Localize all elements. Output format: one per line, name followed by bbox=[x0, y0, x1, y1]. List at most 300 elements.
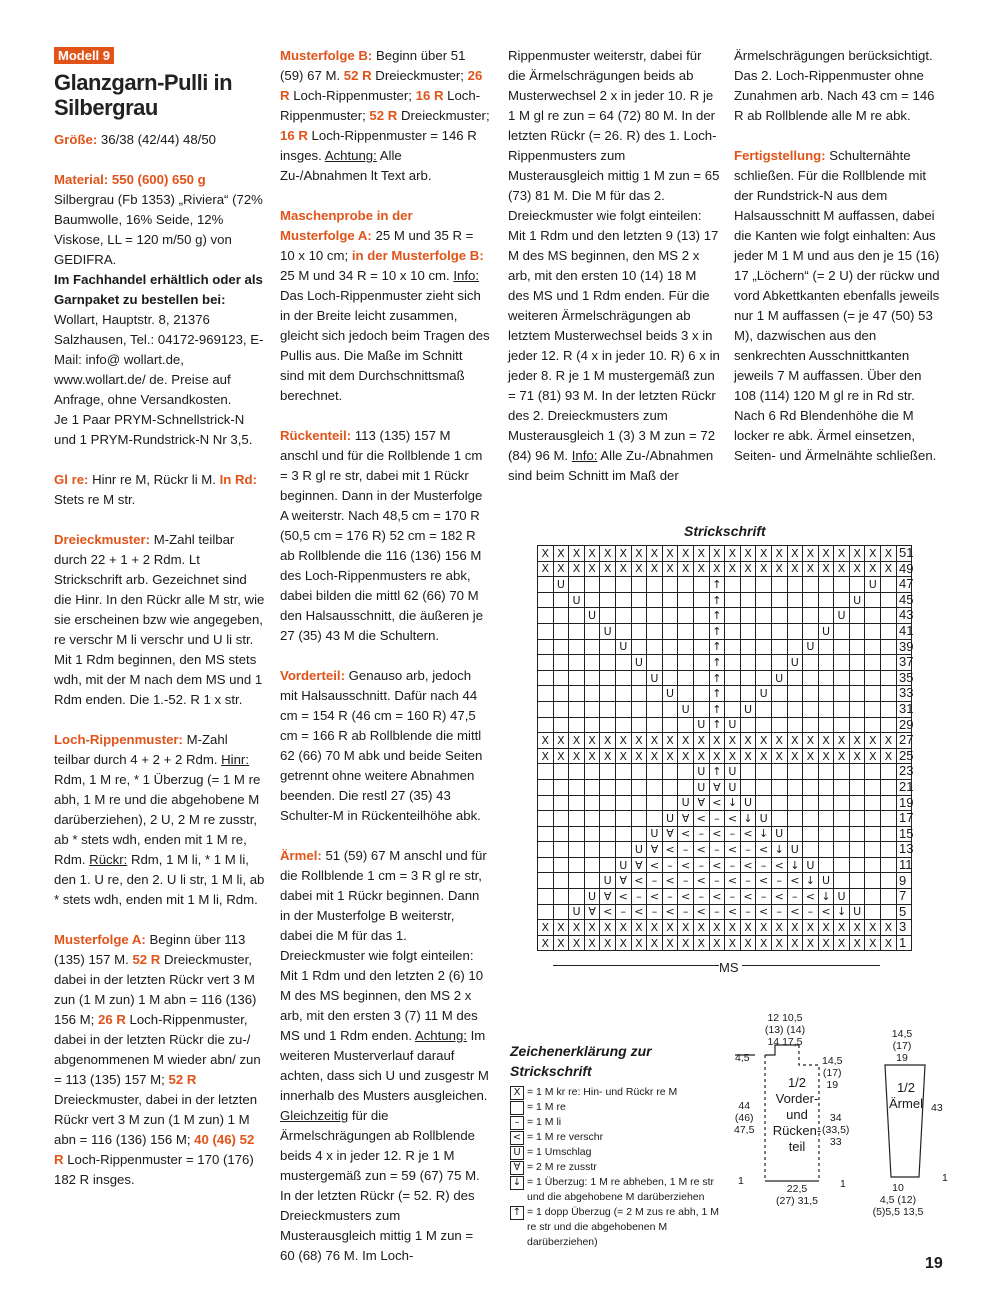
chart-cell bbox=[553, 795, 569, 811]
chart-cell bbox=[756, 779, 772, 795]
chart-cell: ↓ bbox=[725, 795, 741, 811]
chart-legend bbox=[510, 1041, 730, 1250]
legend-text: = 1 M kr re: Hin- und Rückr re M bbox=[527, 1086, 678, 1098]
chart-cell: < bbox=[647, 857, 663, 873]
chart-cell bbox=[787, 592, 803, 608]
chart-row bbox=[538, 717, 912, 733]
chart-cell bbox=[584, 842, 600, 858]
chart-cell bbox=[865, 670, 881, 686]
chart-cell: X bbox=[600, 920, 616, 936]
chart-cell bbox=[881, 873, 897, 889]
chart-cell: X bbox=[803, 748, 819, 764]
chart-cell: X bbox=[849, 920, 865, 936]
chart-cell: ↑ bbox=[709, 592, 725, 608]
chart-cell: U bbox=[631, 842, 647, 858]
chart-cell bbox=[725, 577, 741, 593]
chart-cell bbox=[553, 779, 569, 795]
chart-cell: U bbox=[615, 639, 631, 655]
chart-cell bbox=[865, 826, 881, 842]
chart-row-number: 43 bbox=[899, 607, 914, 623]
folgeB-text-5: Dreieckmuster; bbox=[397, 108, 490, 123]
chart-cell: < bbox=[662, 842, 678, 858]
chart-row bbox=[538, 826, 912, 842]
chart-cell bbox=[818, 842, 834, 858]
folgeA-text-3: Loch-Rippenmuster, dabei in der letzten Rückr die zu-/ abgenommenen M wieder abn/ zun = 113 (135) 157 M; bbox=[54, 1012, 261, 1087]
chart-cell bbox=[647, 592, 663, 608]
chart-cell: < bbox=[693, 811, 709, 827]
folgeB-rows-3: 16 R bbox=[415, 88, 444, 103]
chart-cell bbox=[584, 686, 600, 702]
chart-cell bbox=[849, 811, 865, 827]
chart-cell bbox=[615, 795, 631, 811]
chart-row bbox=[538, 701, 912, 717]
material-text: Silbergrau (Fb 1353) „Riviera“ (72% Baumwolle, 16% Seide, 12% Viskose, LL = 120 m/50 g) von GEDIFRA. bbox=[54, 192, 263, 267]
chart-cell: U bbox=[787, 655, 803, 671]
chart-cell bbox=[756, 670, 772, 686]
chart-cell bbox=[538, 701, 554, 717]
chart-cell bbox=[678, 608, 694, 624]
chart-row-number: 45 bbox=[899, 591, 914, 607]
chart-cell bbox=[538, 857, 554, 873]
chart-cell: – bbox=[693, 826, 709, 842]
legend-item bbox=[510, 1115, 730, 1130]
chart-cell bbox=[538, 873, 554, 889]
chart-cell: U bbox=[818, 623, 834, 639]
chart-cell: U bbox=[818, 873, 834, 889]
chart-cell bbox=[803, 686, 819, 702]
chart-cell bbox=[849, 577, 865, 593]
chart-cell bbox=[600, 577, 616, 593]
chart-cell bbox=[771, 655, 787, 671]
glre-label: Gl re: bbox=[54, 472, 89, 487]
chart-cell bbox=[553, 717, 569, 733]
chart-cell: ↑ bbox=[709, 701, 725, 717]
chart-cell bbox=[787, 686, 803, 702]
chart-cell: X bbox=[849, 733, 865, 749]
chart-cell: X bbox=[787, 733, 803, 749]
chart-cell: – bbox=[740, 842, 756, 858]
chart-cell: X bbox=[553, 733, 569, 749]
legend-text: = 1 M li bbox=[527, 1116, 562, 1128]
chart-cell: U bbox=[756, 811, 772, 827]
chart-cell bbox=[787, 764, 803, 780]
schnitt-ruecken: Rücken- bbox=[772, 1123, 822, 1138]
chart-cell: ∀ bbox=[600, 889, 616, 905]
folgeA-rows-4: 40 (46) 52 R bbox=[54, 1132, 255, 1167]
chart-cell: X bbox=[569, 935, 585, 951]
chart-cell bbox=[865, 592, 881, 608]
chart-row-number: 39 bbox=[899, 638, 914, 654]
chart-cell: – bbox=[709, 842, 725, 858]
chart-cell bbox=[865, 764, 881, 780]
chart-cell bbox=[787, 811, 803, 827]
chart-cell bbox=[725, 670, 741, 686]
chart-cell bbox=[538, 686, 554, 702]
chart-cell bbox=[662, 639, 678, 655]
chart-cell bbox=[849, 826, 865, 842]
chart-cell: X bbox=[740, 546, 756, 562]
chart-cell: < bbox=[756, 842, 772, 858]
chart-cell bbox=[693, 701, 709, 717]
chart-cell bbox=[615, 655, 631, 671]
chart-cell: – bbox=[709, 873, 725, 889]
chart-cell bbox=[818, 701, 834, 717]
chart-cell: ∀ bbox=[662, 826, 678, 842]
chart-cell bbox=[631, 577, 647, 593]
aermel-paragraph bbox=[280, 846, 490, 1266]
chart-cell bbox=[834, 873, 850, 889]
col3-text-1: Rippenmuster weiterstr, dabei für die Ärmelschrägungen beids ab Musterwechsel 2 x in jeder 10. R je 1 M gl re zun = 64 (72) 80 M. In der letzten Rückr (= 26. R) des 1. Loch-Rippenmusters zum Musterausgleich mittig 1 M zun = 65 (73) 81 M. Die M für das 2. Dreieckmuster wie folgt einteilen: Mit 1 Rdm und den letzten 9 (13) 17 M des MS beginnen, den MS 2 x arb, mit den ersten 10 (14) 18 M des MS und 1 Rdm enden. Für die weiteren Ärmelschrägungen ab letztem Musterwechsel beids 3 x in jeder 12. R (4 x in jeder 10. R) 6 x in jeder 8. R je 1 M mustergemäß zun = 71 (81) 93 M. In der letzten Rückr des 2. Dreieckmusters zum Musterausgleich 1 (3) 3 M zun = 72 (84) 96 M. bbox=[508, 48, 720, 463]
chart-cell bbox=[553, 826, 569, 842]
chart-cell: – bbox=[678, 842, 694, 858]
chart-cell bbox=[647, 795, 663, 811]
chart-cell bbox=[553, 904, 569, 920]
chart-cell bbox=[740, 779, 756, 795]
chart-cell: X bbox=[709, 748, 725, 764]
chart-cell bbox=[834, 842, 850, 858]
chart-cell bbox=[865, 717, 881, 733]
chart-cell bbox=[693, 655, 709, 671]
legend-items bbox=[510, 1085, 730, 1250]
legend-symbol-icon: – bbox=[510, 1116, 524, 1130]
column-3 bbox=[508, 46, 720, 506]
chart-cell: X bbox=[865, 935, 881, 951]
chart-cell: X bbox=[881, 561, 897, 577]
legend-item bbox=[510, 1145, 730, 1160]
chart-cell bbox=[569, 779, 585, 795]
chart-cell: X bbox=[865, 733, 881, 749]
chart-cell bbox=[615, 577, 631, 593]
schnitt-one-left: 1 bbox=[738, 1175, 744, 1187]
chart-cell: U bbox=[693, 779, 709, 795]
folgeB-paragraph bbox=[280, 46, 490, 186]
chart-cell bbox=[647, 686, 663, 702]
chart-cell bbox=[678, 623, 694, 639]
chart-cell: U bbox=[615, 857, 631, 873]
chart-cell: X bbox=[662, 733, 678, 749]
chart-cell: U bbox=[740, 795, 756, 811]
chart-cell bbox=[600, 842, 616, 858]
chart-cell: ↓ bbox=[756, 826, 772, 842]
chart-cell: U bbox=[725, 764, 741, 780]
schnitt-teil: teil bbox=[788, 1139, 806, 1154]
column-2 bbox=[280, 46, 490, 1286]
chart-cell: – bbox=[678, 904, 694, 920]
chart-cell bbox=[818, 717, 834, 733]
sleeve-bottom-2: 4,5 (12) bbox=[879, 1194, 917, 1206]
chart-row bbox=[538, 748, 912, 764]
chart-cell bbox=[600, 701, 616, 717]
chart-cell: X bbox=[787, 561, 803, 577]
chart-cell: X bbox=[538, 920, 554, 936]
chart-cell: X bbox=[787, 546, 803, 562]
chart-cell: ∀ bbox=[615, 873, 631, 889]
chart-cell bbox=[740, 717, 756, 733]
chart-cell: – bbox=[771, 873, 787, 889]
schnitt-left bbox=[734, 1100, 754, 1136]
ms-line-left bbox=[553, 965, 719, 966]
chart-cell bbox=[538, 904, 554, 920]
folgeB-rows-1: 52 R bbox=[343, 68, 372, 83]
chart-cell: < bbox=[709, 795, 725, 811]
chart-cell bbox=[756, 639, 772, 655]
chart-cell bbox=[600, 764, 616, 780]
chart-cell bbox=[787, 795, 803, 811]
chart-cell: < bbox=[756, 873, 772, 889]
chart-cell: X bbox=[756, 935, 772, 951]
chart-cell: – bbox=[756, 889, 772, 905]
chart-row-number: 3 bbox=[899, 919, 907, 935]
chart-cell: – bbox=[771, 904, 787, 920]
legend-text: = 1 Umschlag bbox=[527, 1146, 592, 1158]
sleeve-one: 1 bbox=[942, 1172, 948, 1184]
chart-cell bbox=[771, 639, 787, 655]
schnitt-mid-3: 33 bbox=[829, 1136, 842, 1148]
chart-cell: X bbox=[584, 561, 600, 577]
chart-cell: X bbox=[553, 920, 569, 936]
chart-cell bbox=[756, 701, 772, 717]
material-label: Material: 550 (600) 650 g bbox=[54, 172, 206, 187]
chart-cell bbox=[787, 670, 803, 686]
folgeA-paragraph bbox=[54, 930, 266, 1190]
chart-cell bbox=[584, 701, 600, 717]
folgeB-rows-2: 26 R bbox=[280, 68, 483, 103]
chart-row bbox=[538, 764, 912, 780]
chart-cell: X bbox=[709, 935, 725, 951]
chart-cell: U bbox=[849, 592, 865, 608]
chart-cell: < bbox=[631, 873, 647, 889]
legend-symbol-icon: X bbox=[510, 1086, 524, 1100]
chart-cell: X bbox=[725, 935, 741, 951]
col3-paragraph bbox=[508, 46, 720, 486]
chart-cell: X bbox=[693, 546, 709, 562]
folgeA-rows-2: 26 R bbox=[97, 1012, 126, 1027]
chart-cell bbox=[834, 670, 850, 686]
schnitt-bottom-2: (27) 31,5 bbox=[775, 1195, 819, 1207]
chart-row-number: 17 bbox=[899, 810, 914, 826]
chart-cell bbox=[631, 826, 647, 842]
chart-cell bbox=[678, 764, 694, 780]
chart-cell bbox=[615, 811, 631, 827]
chart-cell: X bbox=[569, 561, 585, 577]
chart-cell bbox=[740, 670, 756, 686]
chart-cell bbox=[881, 764, 897, 780]
chart-cell: U bbox=[678, 795, 694, 811]
chart-cell: X bbox=[803, 546, 819, 562]
chart-cell bbox=[553, 764, 569, 780]
chart-cell: ↑ bbox=[709, 717, 725, 733]
chart-cell bbox=[834, 701, 850, 717]
chart-row-number: 49 bbox=[899, 560, 914, 576]
chart-cell: X bbox=[647, 561, 663, 577]
chart-cell bbox=[865, 811, 881, 827]
chart-cell bbox=[849, 639, 865, 655]
chart-cell bbox=[881, 889, 897, 905]
chart-cell bbox=[569, 686, 585, 702]
chart-cell: X bbox=[584, 748, 600, 764]
chart-cell: X bbox=[818, 920, 834, 936]
loch-text-2: Rdm, 1 M re, * 1 Überzug (= 1 M re abh, 1 M re und die abgehobene M darüberziehen), 2 U, 2 M re zusstr, ab * stets wdh, enden mit 1 M re, Rdm. bbox=[54, 772, 261, 867]
chart-cell bbox=[662, 655, 678, 671]
chart-cell bbox=[600, 857, 616, 873]
chart-cell bbox=[849, 655, 865, 671]
chart-cell: U bbox=[647, 826, 663, 842]
chart-cell: X bbox=[600, 546, 616, 562]
chart-cell bbox=[803, 717, 819, 733]
chart-cell bbox=[662, 623, 678, 639]
chart-cell: X bbox=[834, 561, 850, 577]
chart-cell: U bbox=[834, 608, 850, 624]
maschen-label-b: in der Musterfolge B: bbox=[351, 248, 484, 263]
chart-cell bbox=[584, 717, 600, 733]
chart-cell bbox=[756, 717, 772, 733]
chart-cell bbox=[600, 655, 616, 671]
chart-cell: X bbox=[584, 920, 600, 936]
chart-cell: X bbox=[678, 733, 694, 749]
folgeB-text-2: Dreieckmuster; bbox=[371, 68, 468, 83]
chart-cell: < bbox=[709, 826, 725, 842]
chart-cell: ↑ bbox=[709, 608, 725, 624]
chart-cell: X bbox=[693, 935, 709, 951]
folgeB-text-1: Beginn über 51 (59) 67 M. bbox=[280, 48, 466, 83]
chart-cell: ↑ bbox=[709, 639, 725, 655]
chart-cell bbox=[538, 592, 554, 608]
aermel-text-3: für die Ärmelschrägungen ab Rollblende beids 4 x in jeder 12. R je 1 M mustergemäß zun = 59 (67) 75 M. In der letzten Rückr (= 52. R) des Dreieckmusters zum Musterausgleich mittig 1 M zun = 60 (68) 76 M. Im Loch- bbox=[280, 1108, 480, 1263]
legend-text: = 1 M re verschr bbox=[527, 1131, 604, 1143]
chart-cell bbox=[849, 764, 865, 780]
chart-row-number: 41 bbox=[899, 623, 914, 638]
chart-cell bbox=[631, 779, 647, 795]
glre-text: Hinr re M, Rückr li M. bbox=[88, 472, 220, 487]
chart-cell: U bbox=[553, 577, 569, 593]
chart-cell bbox=[584, 577, 600, 593]
chart-cell: X bbox=[553, 546, 569, 562]
chart-cell bbox=[881, 826, 897, 842]
chart-cell: X bbox=[647, 733, 663, 749]
chart-row-number: 19 bbox=[899, 794, 914, 810]
chart-cell: X bbox=[725, 561, 741, 577]
chart-cell: X bbox=[756, 748, 772, 764]
schnitt-mid-1: 34 bbox=[829, 1112, 842, 1124]
chart-cell: X bbox=[881, 546, 897, 562]
chart-cell bbox=[834, 577, 850, 593]
chart-cell bbox=[849, 779, 865, 795]
chart-cell bbox=[678, 655, 694, 671]
chart-cell: X bbox=[538, 748, 554, 764]
chart-cell bbox=[569, 857, 585, 873]
chart-cell bbox=[615, 717, 631, 733]
chart-cell bbox=[787, 826, 803, 842]
aermel-achtung: Achtung: bbox=[414, 1028, 467, 1043]
chart-cell: X bbox=[538, 935, 554, 951]
chart-cell bbox=[538, 639, 554, 655]
chart-cell bbox=[834, 764, 850, 780]
chart-cell: X bbox=[647, 748, 663, 764]
chart-cell: X bbox=[834, 733, 850, 749]
chart-row-number: 13 bbox=[899, 841, 914, 857]
chart-cell: X bbox=[849, 546, 865, 562]
folgeB-achtung: Achtung: bbox=[324, 148, 377, 163]
chart-cell: – bbox=[740, 873, 756, 889]
chart-cell bbox=[787, 701, 803, 717]
chart-cell bbox=[849, 670, 865, 686]
ruecken-paragraph bbox=[280, 426, 490, 646]
chart-cell: < bbox=[787, 873, 803, 889]
chart-cell bbox=[771, 779, 787, 795]
chart-cell: X bbox=[709, 733, 725, 749]
folgeB-rows-4: 52 R bbox=[369, 108, 398, 123]
chart-cell: < bbox=[709, 857, 725, 873]
loch-text-1: M-Zahl teilbar durch 4 + 2 + 2 Rdm. bbox=[54, 732, 228, 767]
chart-cell bbox=[647, 701, 663, 717]
chart-cell: U bbox=[725, 717, 741, 733]
chart-cell bbox=[881, 608, 897, 624]
chart-cell bbox=[818, 670, 834, 686]
vorder-text: Genauso arb, jedoch mit Halsausschnitt. Dafür nach 44 cm = 154 R (46 cm = 160 R) 47,5 cm = 166 R ab Rollblende die mittl 62 (66) 70 M abk und beide Seiten getrennt ohne weitere Abnahmen beenden. Die restl 27 (35) 43 Schulter-M in Rückenteilhöhe abk. bbox=[280, 668, 483, 823]
chart-cell: ↑ bbox=[709, 577, 725, 593]
dreieck-paragraph bbox=[54, 530, 266, 710]
chart-cell bbox=[693, 608, 709, 624]
chart-cell: X bbox=[538, 733, 554, 749]
maschen-text-1: 25 M und 35 R = 10 x 10 cm; bbox=[280, 228, 474, 263]
dreieck-label: Dreieckmuster: bbox=[54, 532, 151, 547]
chart-cell bbox=[693, 592, 709, 608]
chart-cell: X bbox=[662, 546, 678, 562]
chart-cell bbox=[538, 826, 554, 842]
chart-cell: X bbox=[615, 546, 631, 562]
schnitt-left-top: 4,5 bbox=[735, 1052, 750, 1064]
chart-cell bbox=[803, 701, 819, 717]
chart-cell: X bbox=[584, 935, 600, 951]
chart-cell bbox=[600, 811, 616, 827]
schnitt-vorder: Vorder- bbox=[775, 1091, 819, 1106]
chart-cell bbox=[834, 826, 850, 842]
vorder-label: Vorderteil: bbox=[280, 668, 345, 683]
chart-cell: < bbox=[647, 889, 663, 905]
schnitt-und: und bbox=[786, 1107, 808, 1122]
legend-item bbox=[510, 1175, 730, 1205]
chart-cell: X bbox=[818, 561, 834, 577]
chart-cell bbox=[662, 779, 678, 795]
chart-cell bbox=[787, 717, 803, 733]
chart-cell bbox=[740, 608, 756, 624]
maschen-info: Info: bbox=[453, 268, 480, 283]
chart-cell bbox=[553, 857, 569, 873]
shop-text: Wollart, Hauptstr. 8, 21376 Salzhausen, Tel.: 04172-969123, E-Mail: info@ wollart.de, www.wollart.de/ de. Preise auf Anfrage, ohne Versandkosten. bbox=[54, 312, 264, 407]
chart-cell: X bbox=[787, 920, 803, 936]
chart-cell bbox=[725, 639, 741, 655]
chart-row bbox=[538, 935, 912, 951]
chart-row-number: 31 bbox=[899, 701, 914, 716]
chart-cell bbox=[647, 717, 663, 733]
chart-cell bbox=[538, 795, 554, 811]
chart-cell bbox=[553, 623, 569, 639]
schnitt-right-2: (17) bbox=[822, 1067, 842, 1079]
chart-cell: X bbox=[740, 561, 756, 577]
chart-cell bbox=[834, 857, 850, 873]
chart-cell bbox=[553, 592, 569, 608]
chart-cell bbox=[818, 857, 834, 873]
chart-cell: U bbox=[803, 639, 819, 655]
chart-cell bbox=[569, 639, 585, 655]
schnitt-left-1: 44 bbox=[738, 1100, 751, 1112]
chart-cell bbox=[553, 639, 569, 655]
chart-cell: – bbox=[725, 889, 741, 905]
schnitt-right-1: 14,5 bbox=[822, 1055, 843, 1067]
chart-cell: X bbox=[615, 920, 631, 936]
chart-cell bbox=[725, 655, 741, 671]
chart-row-number: 21 bbox=[899, 779, 914, 794]
